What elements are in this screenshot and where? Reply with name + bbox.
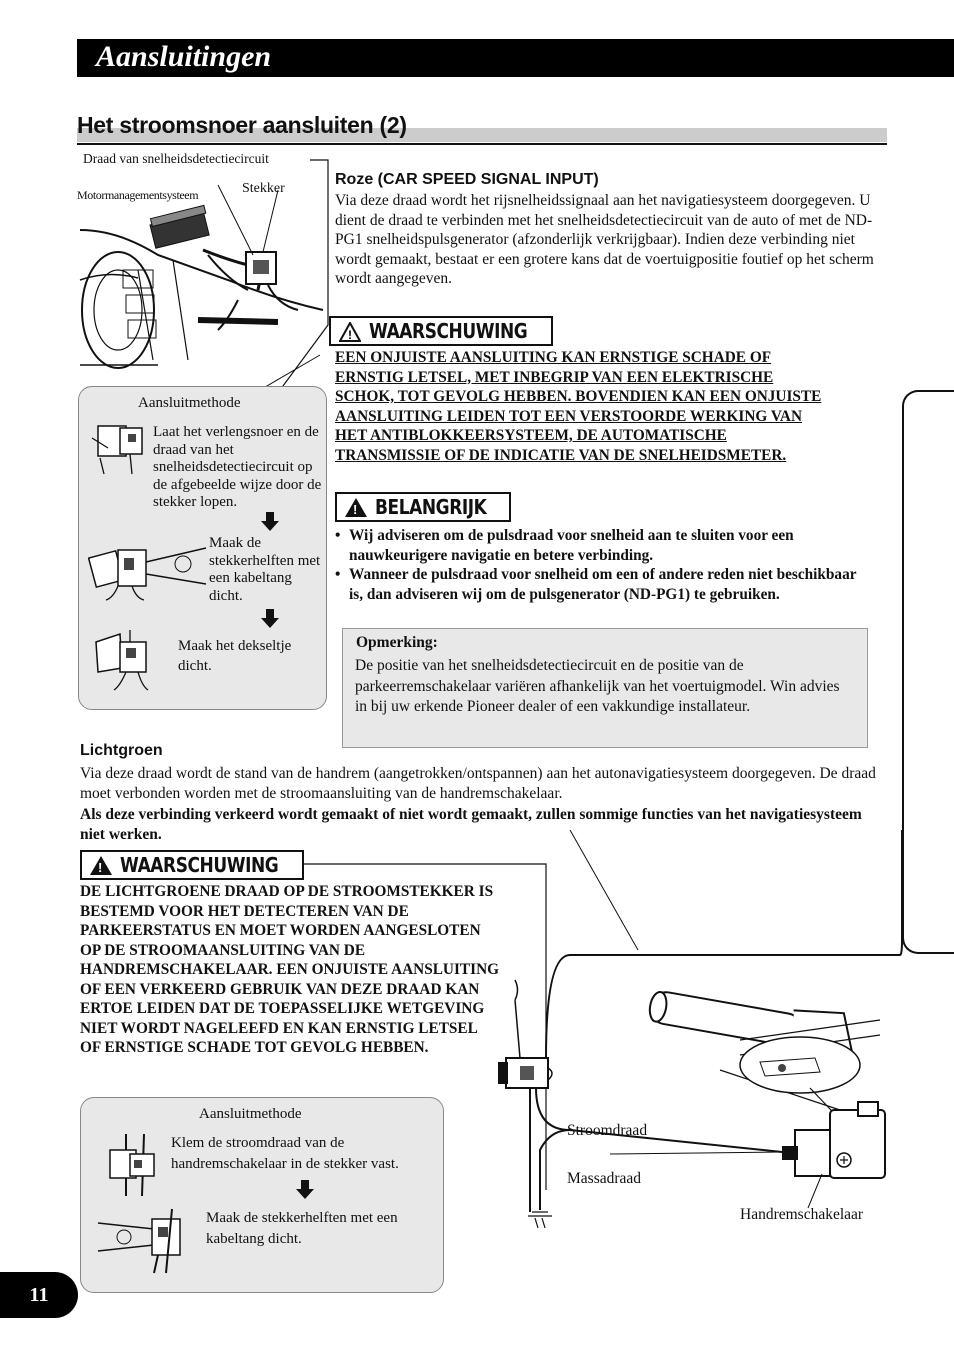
- page-header-title: Aansluitingen: [96, 40, 272, 73]
- arrow-down-icon: [296, 1180, 314, 1200]
- warning-triangle-icon: !: [90, 856, 112, 875]
- warning-badge-1: [329, 316, 553, 346]
- label-ground-wire: Massadraad: [567, 1170, 642, 1187]
- important-bullet-2: • Wanneer de pulsdraad voor snelheid om een of andere reden niet beschikbaar is, dan adviseren wij om de pulsgenerator (ND-PG1) te gebruiken.: [335, 565, 865, 604]
- important-bullets: [335, 526, 865, 604]
- clamp-wire-icon: [104, 1132, 162, 1198]
- pink-wire-text: Via deze draad wordt het rijsnelheidssignaal aan het navigatiesysteem doorgegeven. U dient de draad te verbinden met het snelheidsdetectiecircuit van de auto of met de ND-PG1 snelheidspulsgenerator (afzonderlijk verkrijgbaar). Indien deze verbinding niet wordt gemaakt, bestaat er een grotere kans dat de voertuigpositie foutief op het scherm wordt aangegeven.: [335, 192, 874, 287]
- connection-box-1-step-2: Maak de stekkerhelften met een kabeltang dicht.: [209, 535, 321, 604]
- side-tab: [902, 390, 954, 954]
- label-engine-management: Motormanagementsysteem: [77, 188, 199, 202]
- warning-triangle-icon: [339, 322, 361, 341]
- label-power-wire: Stroomdraad: [567, 1122, 648, 1139]
- connection-box-2-title: Aansluitmethode: [199, 1106, 302, 1122]
- crimp-pliers-icon-2: [94, 1205, 194, 1275]
- note-text: De positie van het snelheidsdetectiecircuit en de positie van de parkeerremschakelaar variëren afhankelijk van het voertuigmodel. Win advies in bij uw erkende Pioneer dealer of een vakkundige installateur.: [355, 657, 840, 715]
- label-handbrake-switch: Handremschakelaar: [740, 1206, 864, 1223]
- label-plug: Stekker: [242, 181, 285, 196]
- plug-open-icon: [90, 418, 150, 476]
- leader-lines-top: [250, 155, 340, 395]
- lightgreen-bold-text: Als deze verbinding verkeerd wordt gemaakt of niet wordt gemaakt, zullen sommige functies van het navigatiesysteem niet werken.: [80, 806, 862, 843]
- crimp-pliers-icon: [88, 540, 208, 602]
- connection-box-2-step-2: Maak de stekkerhelften met een kabeltang dicht.: [206, 1210, 398, 1247]
- important-badge: [335, 492, 511, 522]
- warning-label-1: WAARSCHUWING: [369, 319, 528, 343]
- warning-badge-2: [80, 850, 304, 880]
- important-label: BELANGRIJK: [375, 495, 487, 519]
- section-title: Het stroomsnoer aansluiten (2): [77, 112, 407, 138]
- important-triangle-icon: !: [345, 498, 367, 517]
- warning-text-2: DE LICHTGROENE DRAAD OP DE STROOMSTEKKER IS BESTEMD VOOR HET DETECTEREN VAN DE PARKEERSTATUS EN MOET WORDEN AANGESLOTEN OP DE STROOMAANSLUITING VAN DE HANDREMSCHAKELAAR. EEN ONJUISTE AANSLUITING OF EEN VERKEERD GEBRUIK VAN DEZE DRAAD KAN ERTOE LEIDEN DAT DE TOEPASSELIJKE WETGEVING NIET WORDT NAGELEEFD EN KAN ERNSTIG LETSEL OF ERNSTIGE SCHADE TOT GEVOLG HEBBEN.: [80, 883, 500, 1056]
- warning-text-1: EEN ONJUISTE AANSLUITING KAN ERNSTIGE SCHADE OF ERNSTIG LETSEL, MET INBEGRIP VAN EEN ELEKTRISCHE SCHOK, TOT GEVOLG HEBBEN. BOVENDIEN KAN EEN ONJUISTE AANSLUITING LEIDEN TOT EEN VERSTOORDE WERKING VAN HET ANTIBLOKKEERSYSTEEM, DE AUTOMATISCHE TRANSMISSIE OF DE INDICATIE VAN DE SNELHEIDSMETER.: [335, 349, 822, 464]
- warning-label-2: WAARSCHUWING: [120, 853, 279, 877]
- arrow-down-icon: [261, 512, 279, 532]
- important-bullet-1: • Wij adviseren om de pulsdraad voor snelheid aan te sluiten voor een nauwkeurigere navigatie en betere verbinding.: [335, 526, 865, 565]
- connection-box-2-step-1: Klem de stroomdraad van de handremschakelaar in de stekker vast.: [171, 1135, 399, 1172]
- plug-closed-icon: [92, 628, 154, 694]
- label-speed-wire: Draad van snelheidsdetectiecircuit: [83, 151, 269, 166]
- handbrake-diagram: [440, 830, 910, 1230]
- arrow-down-icon: [261, 609, 279, 629]
- svg-text:!: !: [348, 327, 352, 342]
- section-title-rule: [77, 143, 887, 145]
- lightgreen-heading: Lichtgroen: [80, 742, 163, 759]
- page-number: 11: [29, 1284, 49, 1306]
- connection-box-1-title: Aansluitmethode: [138, 395, 241, 411]
- connection-box-1-step-1: Laat het verlengsnoer en de draad van het snelheidsdetectiecircuit op de afgebeelde wijze door de stekker lopen.: [153, 424, 322, 510]
- lightgreen-text: Via deze draad wordt de stand van de handrem (aangetrokken/ontspannen) aan het autonavigatiesysteem doorgegeven. De draad moet verbonden worden met de stroomaansluiting van de handremschakelaar.: [80, 765, 876, 802]
- note-heading: Opmerking:: [356, 634, 438, 651]
- pink-wire-heading: Roze (CAR SPEED SIGNAL INPUT): [335, 171, 599, 188]
- connection-box-1-step-3: Maak het dekseltje dicht.: [178, 638, 292, 674]
